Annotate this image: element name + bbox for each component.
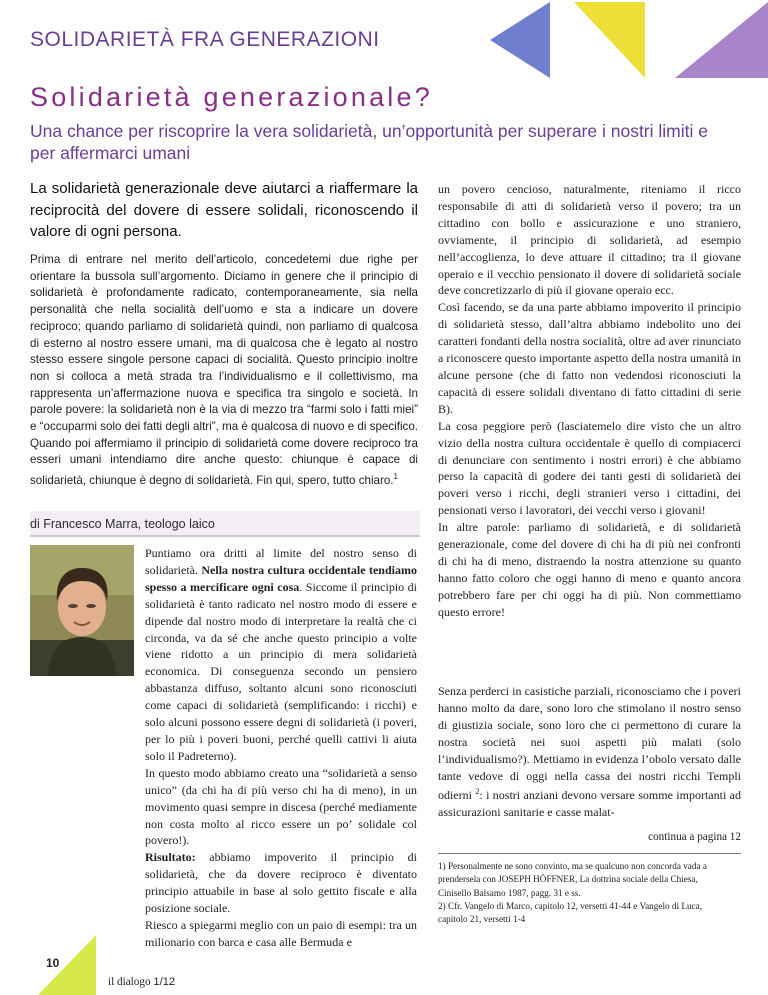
column-1-body bbox=[145, 545, 417, 951]
decorative-triangles bbox=[490, 0, 768, 80]
result-label: Risultato: bbox=[145, 850, 196, 865]
purple-triangle bbox=[675, 2, 768, 78]
text-run: abbiamo impoverito il principio di solidarietà, che da dovere reciproco è diventato principio attuabile in base al solo gettito fiscale e alla posizione sociale. bbox=[145, 850, 417, 916]
text-run: : i nostri anziani devono versare somme importanti ad assicurazioni sanitarie e casse malat- bbox=[438, 788, 741, 820]
article-title: Solidarietà generazionale? bbox=[30, 82, 433, 112]
text-run: Senza perderci in casistiche parziali, riconosciamo che i poveri hanno molto da dare, sono loro che stimolano il nostro senso di giustizia sociale, sono loro che ci permettono di curare la nostra società nei suoi aspetti più malati (solo l’individualismo?). Mettiamo in evidenza l’obolo versato dalle tante vedove di oggi nella cassa dei nostri ricchi Templi odierni bbox=[438, 684, 741, 803]
author-byline: di Francesco Marra, teologo laico bbox=[30, 517, 215, 531]
body-paragraph bbox=[145, 545, 417, 765]
text-run: . Siccome il principio di solidarietà è tanto radicato nel nostro modo di essere e dipende dal nostro modo di interpretare la realtà che ci circonda, va da sé che anche questo principio a volte viene ridotto a un principio di mera solidarietà economica. Di conseguenza secondo un pensiero abbastanza diffuso, soltanto alcuni sono riconosciuti come capaci di solidarietà (semplificando: i ricchi) e solo alcuni possono essere degni di solidarietà (i poveri, per lo più i poveri buoni, perché quelli cattivi li aiuta solo il Padreterno). bbox=[145, 579, 417, 763]
intro-text: Prima di entrare nel merito dell’articolo, concedetemi due righe per orientare la bussola sull’argomento. Diciamo in genere che il principio di solidarietà è profondamente radicato, contemporaneamente, sia nella personalità che nella socialità dell’uomo e sta a indicare un dovere reciproco; quando parliamo di solidarietà quindi, non parliamo di qualcosa di esterno al nostro essere umani, ma di qualcosa che è legato al nostro stesso essere singole persone capaci di socialità. Questo principio inoltre non si colloca a metà strada tra l’individualismo e il collettivismo, ma rappresenta un’affermazione nuova e specifica tra singolo e società. In parole povere: la solidarietà non è la via di mezzo tra “farmi solo i fatti miei” e “occuparmi solo dei fatti degli altri”, ma è qualcosa di nuovo e di specifico. Quando poi affermiamo il principio di solidarietà come dovere reciproco tra esseri umani intendiamo dire anche questo: chiunque è capace di solidarietà, chiunque è degno di solidarietà. Fin qui, spero, tutto chiaro. bbox=[30, 253, 418, 487]
continued-on-page: continua a pagina 12 bbox=[648, 831, 741, 843]
body-paragraph bbox=[145, 849, 417, 917]
body-paragraph: In altre parole: parliamo di solidarietà, e di solidarietà generazionale, come del dovere di chi ha di più nei confronti di chi ha di meno, distraendo la nostra attenzione su quanto hanno fatto coloro che oggi hanno di meno e quanto ancora potrebbero fare per chi oggi ha di più. Non commettiamo questo errore! bbox=[438, 520, 741, 619]
blue-triangle bbox=[490, 2, 550, 78]
body-paragraph bbox=[438, 683, 741, 821]
footnote-ref-2: 2 bbox=[475, 787, 480, 797]
article-subtitle: Una chance per riscoprire la vera solidarietà, un’opportunità per superare i nostri limiti e per affermarci umani bbox=[30, 121, 708, 163]
body-paragraph: In questo modo abbiamo creato una “solidarietà a senso unico” (da chi ha di più verso chi ha di meno), in un movimento quasi sempre in discesa (perché mediamente non costa molto al ricco essere un po’ solidale col povero!). bbox=[145, 765, 417, 848]
section-label: SOLIDARIETÀ FRA GENERAZIONI bbox=[30, 28, 380, 51]
column-2-body bbox=[438, 181, 741, 621]
footnote-divider bbox=[438, 853, 741, 854]
column-2-lower-body bbox=[438, 683, 741, 821]
bold-statement: Nella nostra cultura occidentale tendiamo spesso a mercificare ogni cosa bbox=[145, 562, 417, 594]
body-paragraph: un povero cencioso, naturalmente, riteniamo il ricco responsabile di atti di solidarietà verso il povero; tra un cittadino con bollo e assicurazione e uno straniero, ovviamente, il principio di solidarietà, ad esempio nell’accoglienza, lo deve attuare il cittadino; tra il giovane operaio e il vecchio pensionato il dovere di solidarietà sociale deve concretizzarlo di più il giovane operaio ecc. bbox=[438, 182, 741, 298]
body-paragraph: Così facendo, se da una parte abbiamo impoverito il principio di solidarietà stesso, dall’altra abbiamo indebolito uno dei caratteri fondanti della nostra socialità, oltre ad aver rinunciato a riconoscere questo importante aspetto della nostra umanità in alcune persone (che di fatto non vedendosi riconosciuti la capacità di essere solidali diventano di fatto cittadini di serie B). bbox=[438, 300, 741, 416]
text-run: Puntiamo ora dritti al limite del nostro senso di solidarietà. bbox=[145, 546, 417, 577]
issue-number: 1/12 bbox=[153, 976, 176, 988]
author-photo bbox=[30, 545, 134, 676]
body-paragraph: La cosa peggiore però (lasciatemelo dire visto che un altro vizio della nostra cultura occidentale è quello di compiacerci di denunciare con sentimento i nostri errori) è che abbiamo perso la capacità di godere dei tanti gesti di solidarietà dei poveri verso i ricchi, degli stranieri verso i cittadini, dei pensionati verso i lavoratori, dei vecchi verso i giovani! bbox=[438, 418, 741, 518]
intro-paragraph bbox=[30, 252, 418, 490]
article-lead: La solidarietà generazionale deve aiutarci a riaffermare la reciprocità del dovere di essere solidali, riconoscendo il valore di ogni persona. bbox=[30, 180, 418, 240]
page-number: 10 bbox=[46, 956, 60, 970]
footnote-ref-1: 1 bbox=[393, 472, 398, 482]
yellow-triangle bbox=[574, 2, 645, 78]
magazine-name: il dialogo bbox=[108, 976, 154, 988]
magazine-footer bbox=[108, 976, 175, 988]
footnote-2: 2) Cfr. Vangelo di Marco, capitolo 12, versetti 41-44 e Vangelo di Luca, capitolo 21, versetti 1-4 bbox=[438, 900, 702, 925]
body-paragraph: Riesco a spiegarmi meglio con un paio di esempi: tra un milionario con barca e casa alle Bermuda e bbox=[145, 917, 417, 949]
footnote-1: 1) Personalmente ne sono convinto, ma se qualcuno non concorda vada a prendersela con JOSEPH HÖFFNER, La dottrina sociale della Chiesa, Cinisello Balsamo 1987, pagg. 31 e ss. bbox=[438, 861, 707, 898]
footnotes bbox=[438, 860, 718, 926]
